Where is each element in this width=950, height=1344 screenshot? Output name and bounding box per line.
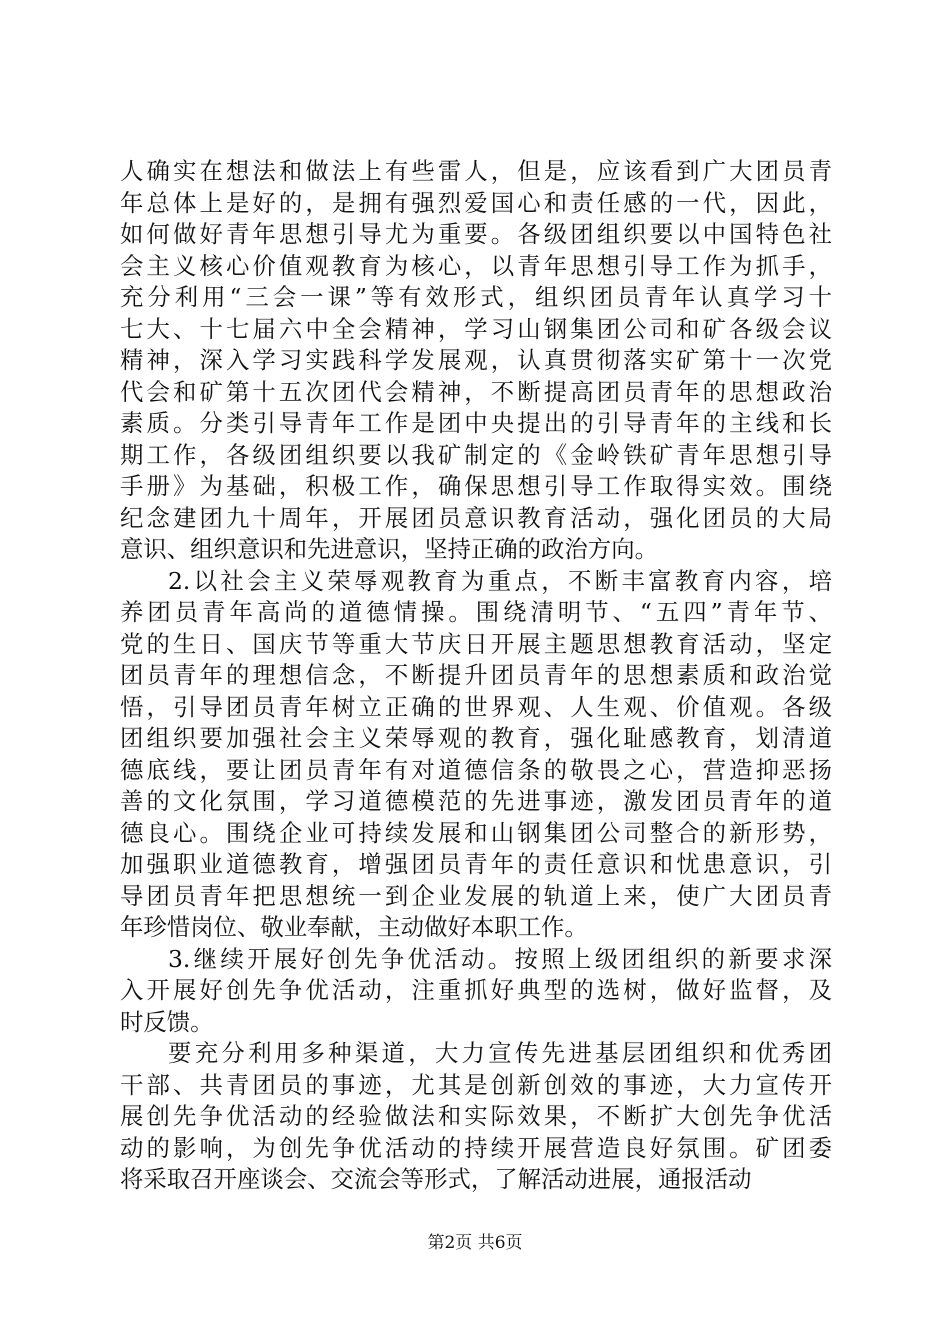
text-line: 意识、组织意识和先进意识，坚持正确的政治方向。: [120, 535, 658, 563]
text-line: 团员青年的理想信念，不断提升团员青年的思想素质和政治觉: [120, 661, 832, 689]
text-line: 充分利用“三会一课”等有效形式，组织团员青年认真学习十: [120, 283, 832, 311]
paragraph: [120, 156, 832, 566]
text-line: 党的生日、国庆节等重大节庆日开展主题思想教育活动，坚定: [120, 629, 832, 658]
paragraph: [120, 566, 832, 944]
text-line: 精神，深入学习实践科学发展观，认真贯彻落实矿第十一次党: [120, 346, 832, 374]
text-line: 时反馈。: [120, 1007, 214, 1036]
text-line: 年总体上是好的，是拥有强烈爱国心和责任感的一代，因此，: [120, 188, 832, 217]
page-number-footer: 第2页 共6页: [427, 1233, 523, 1253]
text-line: 养团员青年高尚的道德情操。围绕清明节、“五四”青年节、: [120, 598, 832, 626]
text-line: 代会和矿第十五次团代会精神，不断提高团员青年的思想政治: [120, 377, 832, 406]
text-line: 2.以社会主义荣辱观教育为重点，不断丰富教育内容，培: [168, 566, 832, 595]
paragraph: [120, 1038, 832, 1196]
text-line: 纪念建团九十周年，开展团员意识教育活动，强化团员的大局: [120, 503, 832, 532]
document-body: [120, 156, 832, 1196]
text-line: 加强职业道德教育，增强团员青年的责任意识和忧患意识，引: [120, 850, 832, 878]
text-line: 德底线，要让团员青年有对道德信条的敬畏之心，营造抑恶扬: [120, 755, 832, 784]
text-line: 善的文化氛围，学习道德模范的先进事迹，激发团员青年的道: [120, 787, 832, 815]
text-line: 手册》为基础，积极工作，确保思想引导工作取得实效。围绕: [120, 472, 832, 500]
text-line: 3.继续开展好创先争优活动。按照上级团组织的新要求深: [168, 944, 832, 973]
text-line: 要充分利用多种渠道，大力宣传先进基层团组织和优秀团: [168, 1039, 832, 1067]
text-line: 入开展好创先争优活动，注重抓好典型的选树，做好监督，及: [120, 976, 832, 1004]
text-line: 七大、十七届六中全会精神，学习山钢集团公司和矿各级会议: [120, 314, 832, 343]
text-line: 悟，引导团员青年树立正确的世界观、人生观、价值观。各级: [120, 692, 832, 721]
text-line: 团组织要加强社会主义荣辱观的教育，强化耻感教育，划清道: [120, 724, 832, 752]
paragraph: [120, 944, 832, 1039]
text-line: 动的影响，为创先争优活动的持续开展营造良好氛围。矿团委: [120, 1133, 832, 1162]
text-line: 素质。分类引导青年工作是团中央提出的引导青年的主线和长: [120, 409, 832, 437]
text-line: 如何做好青年思想引导尤为重要。各级团组织要以中国特色社: [120, 220, 832, 248]
text-line: 导团员青年把思想统一到企业发展的轨道上来，使广大团员青: [120, 881, 832, 910]
text-line: 将采取召开座谈会、交流会等形式，了解活动进展，通报活动: [120, 1165, 752, 1193]
text-line: 期工作，各级团组织要以我矿制定的《金岭铁矿青年思想引导: [120, 440, 832, 469]
text-line: 人确实在想法和做法上有些雷人，但是，应该看到广大团员青: [120, 157, 832, 185]
text-line: 展创先争优活动的经验做法和实际效果，不断扩大创先争优活: [120, 1102, 832, 1130]
text-line: 年珍惜岗位、敬业奉献，主动做好本职工作。: [120, 913, 588, 941]
text-line: 会主义核心价值观教育为核心，以青年思想引导工作为抓手，: [120, 251, 832, 280]
text-line: 德良心。围绕企业可持续发展和山钢集团公司整合的新形势，: [120, 818, 832, 847]
text-line: 干部、共青团员的事迹，尤其是创新创效的事迹，大力宣传开: [120, 1070, 832, 1099]
